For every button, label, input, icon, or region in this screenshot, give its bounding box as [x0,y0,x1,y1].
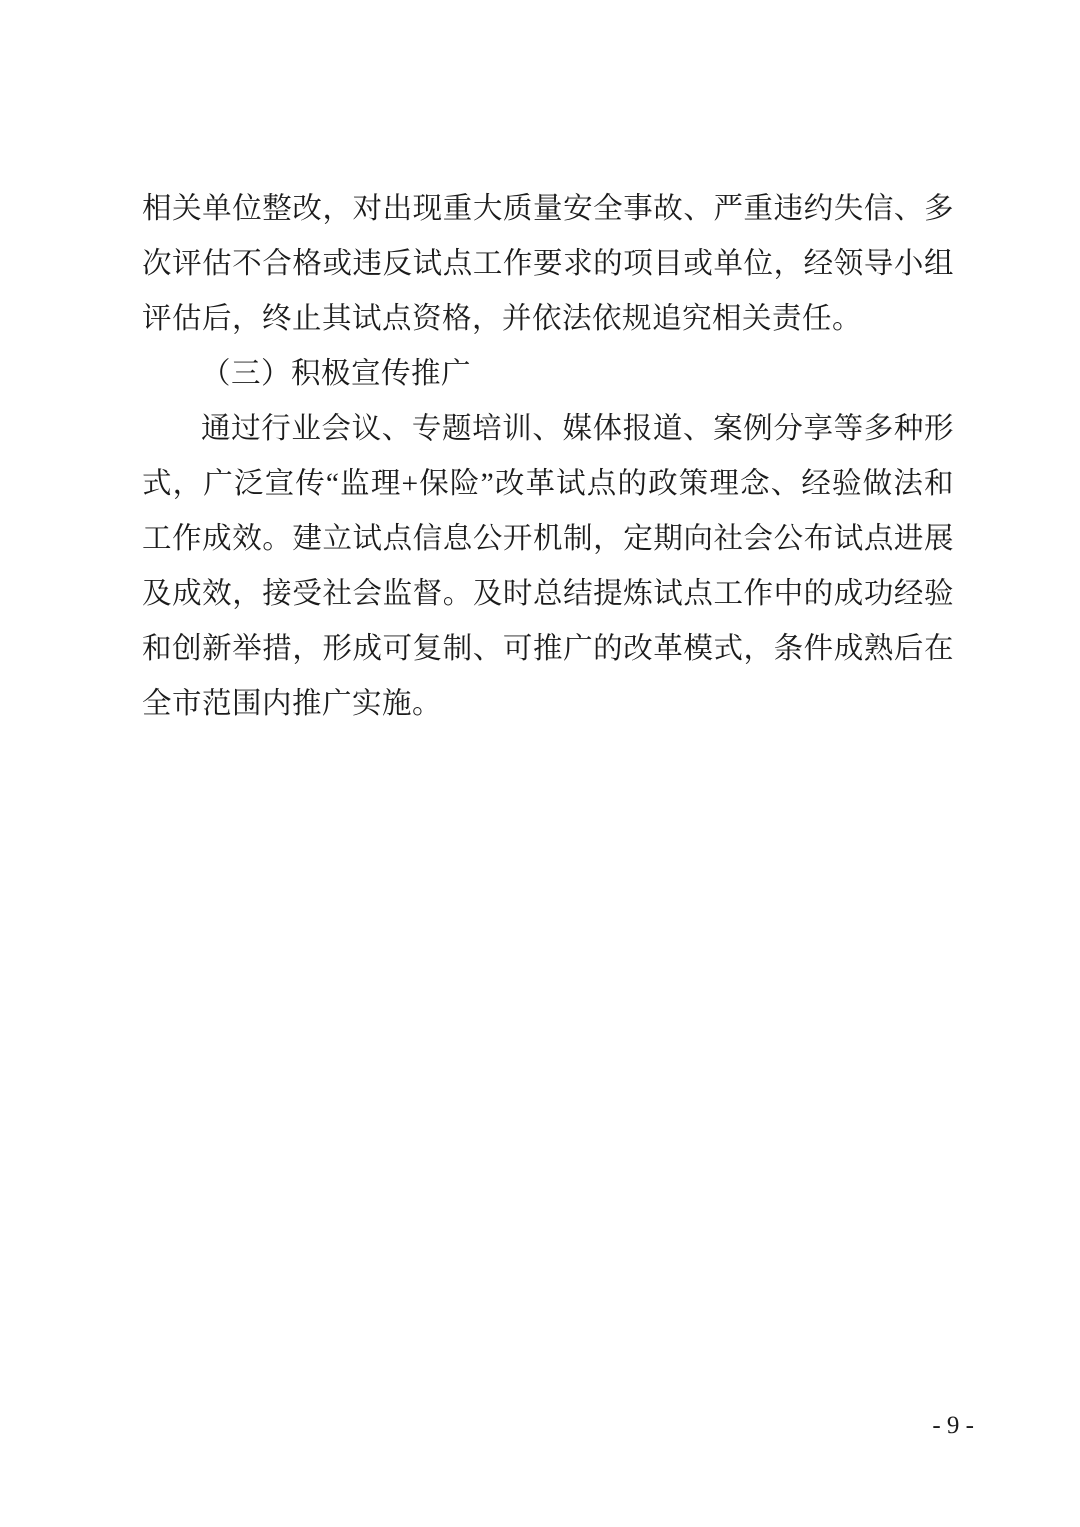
section-heading: （三）积极宣传推广 [201,358,472,390]
page-number: - 9 - [932,1412,974,1439]
document-body [142,182,954,732]
paragraph-body: 通过行业会议、专题培训、媒体报道、案例分享等多种形式，广泛宣传“监理+保险”改革试点的政策理念、经验做法和工作成效。建立试点信息公开机制，定期向社会公布试点进展及成效，接受社会监督。及时总结提炼试点工作中的成功经验和创新举措，形成可复制、可推广的改革模式，条件成熟后在全市范围内推广实施。 [142,413,954,720]
paragraph-continuation: 相关单位整改，对出现重大质量安全事故、严重违约失信、多次评估不合格或违反试点工作要求的项目或单位，经领导小组评估后，终止其试点资格，并依法依规追究相关责任。 [142,193,954,335]
